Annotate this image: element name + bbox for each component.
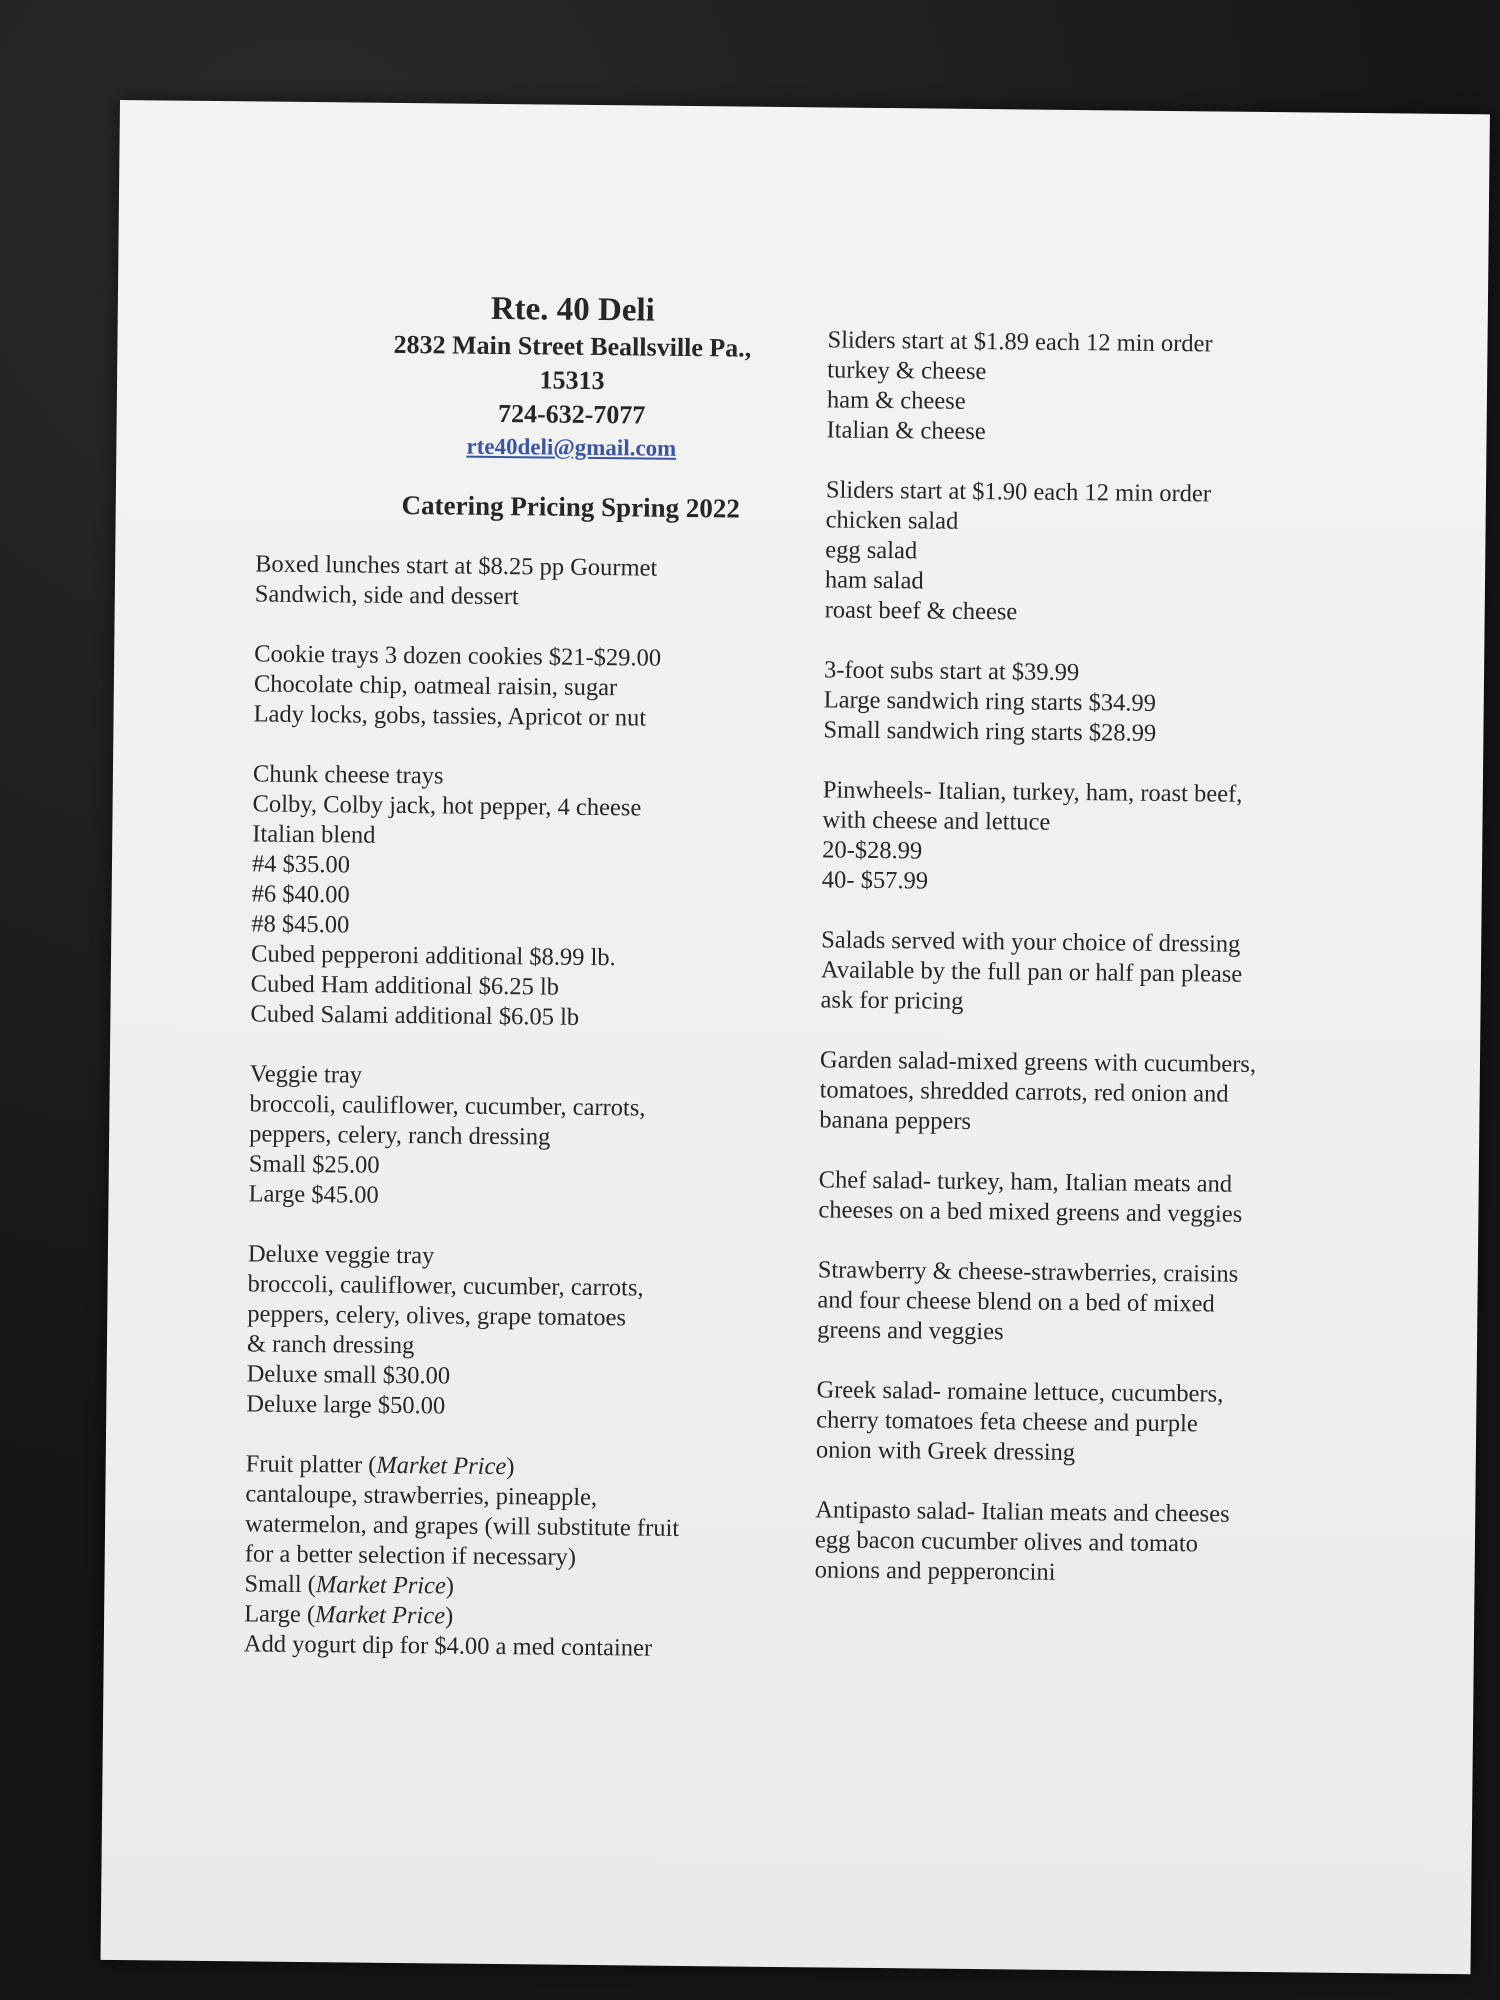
garden-salad-section — [819, 1045, 1350, 1141]
text-line: 40- $57.99 — [821, 866, 929, 895]
text-line: ask for pricing — [820, 986, 964, 1015]
text-line: Chunk cheese trays — [252, 760, 444, 790]
text-line: broccoli, cauliflower, cucumber, carrots, — [247, 1270, 644, 1302]
text-line: ham & cheese — [826, 386, 966, 415]
text-line: #8 $45.00 — [251, 910, 350, 939]
text-line: Sandwich, side and dessert — [254, 580, 519, 611]
document-title: Catering Pricing Spring 2022 — [401, 489, 741, 524]
text-line: banana peppers — [819, 1106, 972, 1135]
text-line: tomatoes, shredded carrots, red onion and — [819, 1076, 1229, 1108]
text-line: peppers, celery, olives, grape tomatoes — [247, 1300, 627, 1332]
text-line: for a better selection if necessary) — [244, 1540, 577, 1571]
text-line: 20-$28.99 — [822, 836, 923, 865]
text-line: Antipasto salad- Italian meats and cheeses — [815, 1496, 1230, 1528]
text-line: with cheese and lettuce — [822, 806, 1051, 836]
cookie-trays-section — [253, 639, 754, 734]
right-column — [814, 325, 1357, 1620]
text-fragment: Large ( — [244, 1600, 316, 1629]
boxed-lunches-section — [255, 549, 756, 614]
greek-salad-section — [816, 1375, 1347, 1471]
text-line: Deluxe veggie tray — [247, 1240, 435, 1270]
text-line: Deluxe large $50.00 — [246, 1390, 446, 1420]
text-line: onions and pepperoncini — [814, 1556, 1056, 1586]
email-link[interactable]: rte40deli@gmail.com — [466, 433, 677, 461]
deluxe-veggie-tray-section — [246, 1239, 748, 1424]
text-line: cheeses on a bed mixed greens and veggies — [818, 1196, 1243, 1228]
text-line: Small $25.00 — [248, 1150, 380, 1179]
text-line: Deluxe small $30.00 — [246, 1360, 451, 1390]
text-fragment: ) — [506, 1453, 515, 1481]
text-fragment: Small ( — [244, 1570, 317, 1599]
text-line: cantaloupe, strawberries, pineapple, — [245, 1480, 598, 1512]
text-line: Cubed Ham additional $6.25 lb — [250, 970, 560, 1001]
text-line: Chocolate chip, oatmeal raisin, sugar — [253, 670, 618, 702]
text-line: Cubed Salami additional $6.05 lb — [250, 1000, 580, 1031]
text-line: watermelon, and grapes (will substitute fruit — [244, 1510, 680, 1542]
menu-sheet — [101, 100, 1490, 1974]
market-price-note: Market Price — [315, 1571, 447, 1600]
strawberry-salad-section — [817, 1255, 1348, 1351]
text-line: Large sandwich ring starts $34.99 — [823, 686, 1157, 717]
text-fragment: Fruit platter ( — [245, 1450, 377, 1479]
subs-section — [823, 655, 1354, 751]
text-line: 3-foot subs start at $39.99 — [823, 656, 1080, 687]
text-line: Strawberry & cheese-strawberries, craisins — [817, 1256, 1239, 1288]
text-line: #6 $40.00 — [251, 880, 350, 909]
address-line-2: 15313 — [539, 365, 605, 396]
text-line: Colby, Colby jack, hot pepper, 4 cheese — [252, 790, 642, 822]
text-line: Italian blend — [252, 820, 376, 849]
address-line-1: 2832 Main Street Beallsville Pa., — [393, 329, 752, 363]
text-line: Greek salad- romaine lettuce, cucumbers, — [816, 1376, 1224, 1408]
text-line: Available by the full pan or half pan please — [820, 956, 1243, 988]
text-fragment: ) — [444, 1602, 454, 1630]
veggie-tray-section — [248, 1059, 750, 1214]
sliders-section-1 — [826, 325, 1357, 451]
market-price-note: Market Price — [376, 1451, 507, 1481]
text-line: onion with Greek dressing — [815, 1436, 1076, 1467]
text-line: Cookie trays 3 dozen cookies $21-$29.00 — [254, 640, 662, 672]
text-line: cherry tomatoes feta cheese and purple — [816, 1406, 1198, 1438]
text-line: Add yogurt dip for $4.00 a med container — [243, 1630, 653, 1662]
phone-number: 724-632-7077 — [497, 398, 646, 430]
text-line: Boxed lunches start at $8.25 pp Gourmet — [255, 550, 658, 582]
pinwheels-section — [822, 775, 1353, 901]
antipasto-salad-section — [814, 1495, 1345, 1591]
text-line: Chef salad- turkey, ham, Italian meats and — [818, 1166, 1233, 1198]
text-line: and four cheese blend on a bed of mixed — [817, 1286, 1215, 1318]
business-name: Rte. 40 Deli — [490, 290, 656, 329]
text-line: greens and veggies — [817, 1316, 1004, 1346]
text-line: Small sandwich ring starts $28.99 — [823, 716, 1157, 747]
text-line: Italian & cheese — [826, 416, 986, 446]
cheese-trays-section — [250, 759, 753, 1034]
salads-intro-section — [820, 925, 1351, 1021]
sliders-section-2 — [825, 475, 1357, 631]
text-line: Sliders start at $1.90 each 12 min order — [825, 476, 1212, 508]
text-line: Large $45.00 — [248, 1180, 379, 1209]
text-line: Garden salad-mixed greens with cucumbers, — [819, 1046, 1257, 1078]
market-price-note: Market Price — [314, 1601, 446, 1630]
text-line: Veggie tray — [249, 1060, 363, 1089]
text-line: Pinwheels- Italian, turkey, ham, roast beef, — [822, 776, 1243, 808]
text-line: chicken salad — [825, 506, 959, 535]
text-line: Lady locks, gobs, tassies, Apricot or nut — [253, 700, 647, 732]
text-fragment: ) — [445, 1572, 455, 1600]
text-line: Salads served with your choice of dressing — [821, 926, 1241, 958]
text-line: Sliders start at $1.89 each 12 min order — [827, 326, 1213, 358]
text-line: turkey & cheese — [827, 356, 987, 386]
text-line: roast beef & cheese — [824, 596, 1018, 626]
text-line: egg bacon cucumber olives and tomato — [814, 1526, 1199, 1558]
text-line: egg salad — [825, 536, 918, 565]
text-line: & ranch dressing — [246, 1330, 415, 1360]
text-line: ham salad — [824, 566, 924, 595]
fruit-platter-section — [244, 1449, 746, 1664]
text-line: #4 $35.00 — [251, 850, 351, 879]
text-line: broccoli, cauliflower, cucumber, carrots, — [249, 1090, 646, 1122]
left-column — [243, 549, 755, 1694]
text-line: peppers, celery, ranch dressing — [249, 1120, 551, 1151]
text-line: Cubed pepperoni additional $8.99 lb. — [250, 940, 616, 972]
chef-salad-section — [818, 1165, 1349, 1231]
letterhead — [296, 287, 848, 527]
